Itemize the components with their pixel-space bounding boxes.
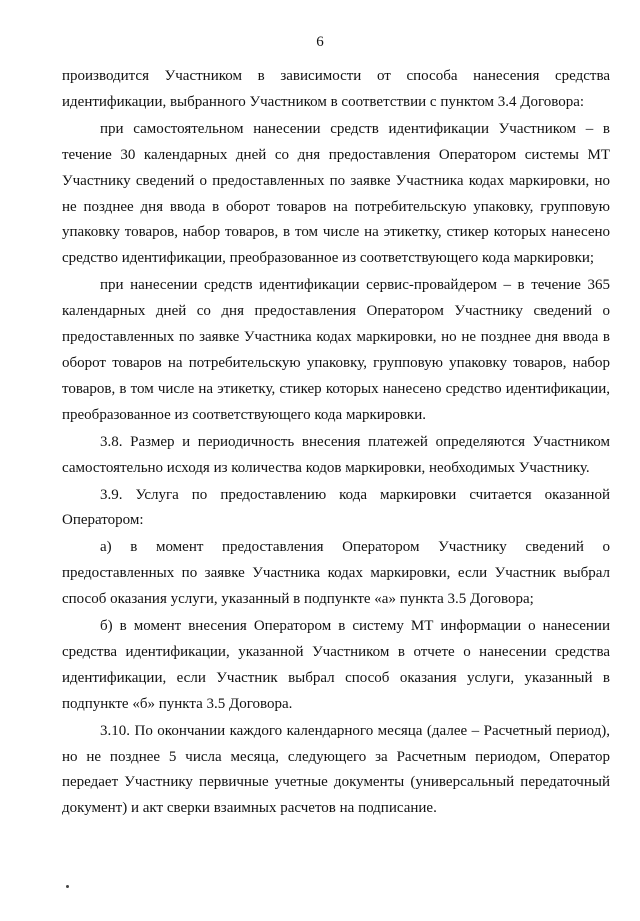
page-number: 6 bbox=[316, 34, 324, 50]
paragraph-3-10: 3.10. По окончании каждого календарного месяца (далее – Расчетный период), но не позднее 5 числа месяца, следующего за Расчетным периодом, Оператор передает Участнику первичные учетные документы (универсальный передаточный документ) и акт сверки взаимных расчетов на подписание. bbox=[62, 722, 610, 817]
paragraph-3-9: 3.9. Услуга по предоставлению кода маркировки считается оказанной Оператором: bbox=[62, 486, 610, 529]
paragraph-continuation: производится Участником в зависимости от способа нанесения средства идентификации, выбранного Участником в соответствии с пунктом 3.4 Договора: bbox=[62, 68, 610, 110]
paragraph-3-9-a: а) в момент предоставления Оператором Участнику сведений о предоставленных по заявке Участника кодах маркировки, если Участник выбрал способ оказания услуги, указанный в подпункте «а» пункта 3.5 Договора; bbox=[62, 539, 610, 608]
paragraph-self-application: при самостоятельном нанесении средств идентификации Участником – в течение 30 календарных дней со дня предоставления Оператором системы МТ Участнику сведений о предоставленных по заявке Участника кодах маркировки, но не позднее дня ввода в оборот товаров на потребительскую упаковку, групповую упаковку товаров, набор товаров, в том числе на этикетку, стикер которых нанесено средство идентификации, преобразованное из соответствующего кода маркировки; bbox=[62, 120, 610, 267]
paragraph-3-8: 3.8. Размер и периодичность внесения платежей определяются Участником самостоятельно исходя из количества кодов маркировки, необходимых Участнику. bbox=[62, 433, 610, 476]
paragraph-service-provider: при нанесении средств идентификации сервис-провайдером – в течение 365 календарных дней со дня предоставления Оператором Участнику сведений о предоставленных по заявке Участника кодах маркировки, но не позднее дня ввода в оборот товаров на потребительскую упаковку, групповую упаковку товаров, набор товаров, в том числе на этикетку, стикер которых нанесено средство идентификации, преобразованное из соответствующего кода маркировки. bbox=[62, 277, 610, 423]
document-body bbox=[62, 64, 610, 822]
scan-speck bbox=[66, 885, 69, 888]
paragraph-3-9-b: б) в момент внесения Оператором в систему МТ информации о нанесении средства идентификации, указанной Участником в отчете о нанесении средства идентификации, если Участник выбрал способ оказания услуги, указанный в подпункте «б» пункта 3.5 Договора. bbox=[62, 618, 610, 712]
